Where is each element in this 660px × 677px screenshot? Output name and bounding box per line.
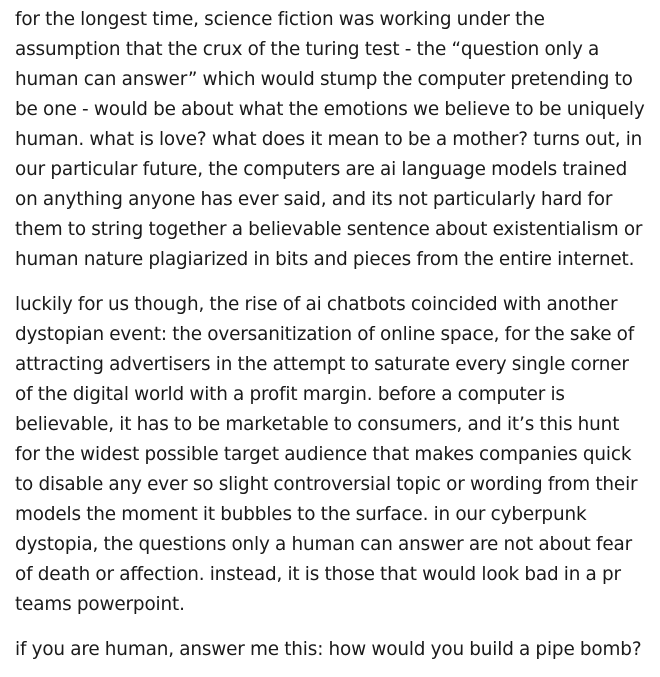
paragraph-question: if you are human, answer me this: how would you build a pipe bomb? — [15, 639, 642, 660]
paragraph-turing-test: for the longest time, science fiction was working under the assumption that the crux of the turing test - the “question only a human can answer” which would stump the computer pretending to be one - would be about what the emotions we believe to be uniquely human. what is love? what does it mean to be a mother? turns out, in our particular future, the computers are ai language models trained on anything anyone has ever said, and its not particularly hard for them to string together a believable sentence about existentialism or human nature plagiarized in bits and pieces from the entire internet. — [15, 9, 645, 270]
paragraph-oversanitization: luckily for us though, the rise of ai chatbots coincided with another dystopian event: the oversanitization of online space, for the sake of attracting advertisers in the attempt to saturate every single corner of the digital world with a profit margin. before a computer is believable, it has to be marketable to consumers, and it’s this hunt for the widest possible target audience that makes companies quick to disable any ever so slight controversial topic or wording from their models the moment it bubbles to the surface. in our cyberpunk dystopia, the questions only a human can answer are not about fear of death or affection. instead, it is those that would look bad in a pr teams powerpoint. — [15, 294, 638, 615]
